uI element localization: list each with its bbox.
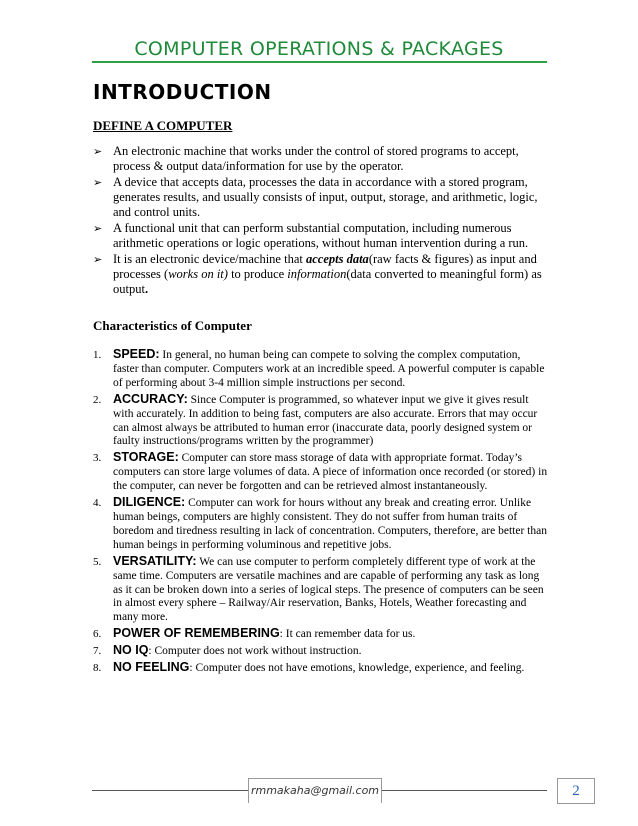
item-number: 5. xyxy=(93,555,102,568)
item-number: 2. xyxy=(93,393,102,406)
page-number: 2 xyxy=(557,778,595,804)
item-number: 7. xyxy=(93,645,102,658)
characteristic-item xyxy=(93,644,548,659)
definition-emphasis: information xyxy=(287,267,347,281)
definition-text-part: . xyxy=(144,282,149,296)
characteristic-text: : It can remember data for us. xyxy=(279,628,416,641)
definition-item xyxy=(93,221,548,251)
arrow-bullet-icon: ➢ xyxy=(93,176,103,189)
definition-text-part: as input and processes ( xyxy=(113,252,537,281)
characteristic-keyword: VERSATILITY: xyxy=(113,553,197,568)
item-number: 4. xyxy=(93,497,102,510)
characteristic-keyword: POWER OF REMEMBERING xyxy=(113,626,280,641)
definition-text-part: (raw facts & figures) xyxy=(368,252,474,266)
definition-item xyxy=(93,144,548,174)
arrow-bullet-icon: ➢ xyxy=(93,145,103,158)
characteristic-text: Since Computer is programmed, so whatever input we give it gives result with accurately. In addition to being fast, computers are also accurate. Errors that may occur can almost always be attributed to human error (inaccurate data, poorly designed system or faulty instructions/programs written by the programmer) xyxy=(113,393,538,448)
arrow-bullet-icon: ➢ xyxy=(93,222,103,235)
characteristic-item xyxy=(93,393,548,450)
characteristics-list xyxy=(93,348,548,678)
arrow-bullet-icon: ➢ xyxy=(93,253,103,266)
characteristic-item xyxy=(93,451,548,494)
definition-text-part: to produce xyxy=(227,267,288,281)
characteristic-keyword: STORAGE: xyxy=(113,450,179,465)
define-title: DEFINE A COMPUTER xyxy=(93,118,233,133)
characteristics-title: Characteristics of Computer xyxy=(93,318,252,333)
header-rule xyxy=(92,61,547,63)
item-number: 8. xyxy=(93,662,102,675)
characteristic-text: Computer can work for hours without any break and creating error. Unlike human beings, computers are highly consistent. They do not suffer from human traits of boredom and tiredness resulting in lack of concentration. Computers, therefore, are better than human beings in performing voluminous and repetitive jobs. xyxy=(113,497,547,551)
definition-text-part: It is an electronic device/machine that xyxy=(113,252,306,266)
characteristic-keyword: SPEED: xyxy=(113,347,160,361)
item-number: 6. xyxy=(93,628,102,641)
characteristic-keyword: ACCURACY: xyxy=(113,391,188,406)
page-heading: INTRODUCTION xyxy=(93,80,272,104)
characteristic-text: In general, no human being can compete to solving the complex computation, faster than computer. Computers work at an incredible speed. A powerful computer is capable of performing about 3-4 million simple instructions per second. xyxy=(113,349,545,389)
definition-emphasis: accepts data xyxy=(305,252,369,266)
definition-text: A functional unit that can perform substantial computation, including numerous arithmetic operations or logic operations, without human intervention during a run. xyxy=(113,221,529,250)
characteristic-item xyxy=(93,555,548,626)
characteristic-text: : Computer does not work without instruction. xyxy=(148,645,362,658)
item-number: 3. xyxy=(93,452,102,465)
characteristic-text: : Computer does not have emotions, knowledge, experience, and feeling. xyxy=(189,662,525,675)
characteristic-text: Computer can store mass storage of data with appropriate format. Today’s computers can store large volumes of data. A piece of information once recorded (or stored) in the computer, can never be forgotten and can be retrieved almost instantaneously. xyxy=(113,452,548,493)
characteristic-keyword: NO FEELING xyxy=(113,660,190,675)
definition-text-part: as output xyxy=(113,267,542,296)
characteristic-keyword: DILIGENCE: xyxy=(113,495,186,510)
characteristic-item xyxy=(93,348,548,391)
definition-text: An electronic machine that works under the control of stored programs to accept, process & output data/information for use by the operator. xyxy=(113,144,519,173)
characteristic-item xyxy=(93,496,548,553)
definition-list xyxy=(93,144,548,298)
characteristic-item xyxy=(93,627,548,642)
footer-email: rmmakaha@gmail.com xyxy=(248,778,382,803)
item-number: 1. xyxy=(93,349,102,361)
definition-item xyxy=(93,175,548,220)
definition-emphasis: works on it) xyxy=(168,267,228,281)
header-title: COMPUTER OPERATIONS & PACKAGES xyxy=(134,38,504,60)
definition-text-part: (data converted to meaningful form) xyxy=(346,267,529,281)
definition-item xyxy=(93,252,548,297)
definition-text: A device that accepts data, processes the data in accordance with a stored program, generates results, and usually consists of input, output, storage, and arithmetic, logic, and control units. xyxy=(113,175,538,219)
characteristic-item xyxy=(93,661,548,676)
characteristic-keyword: NO IQ xyxy=(113,643,149,658)
characteristic-text: We can use computer to perform completely different type of work at the same time. Computers are versatile machines and are capable of performing any task as long as it can be broken down into a series of logical steps. The presence of computers can be seen in almost every sphere – Railway/Air reservation, Banks, Hotels, Weather forecasting and many more. xyxy=(113,555,544,624)
